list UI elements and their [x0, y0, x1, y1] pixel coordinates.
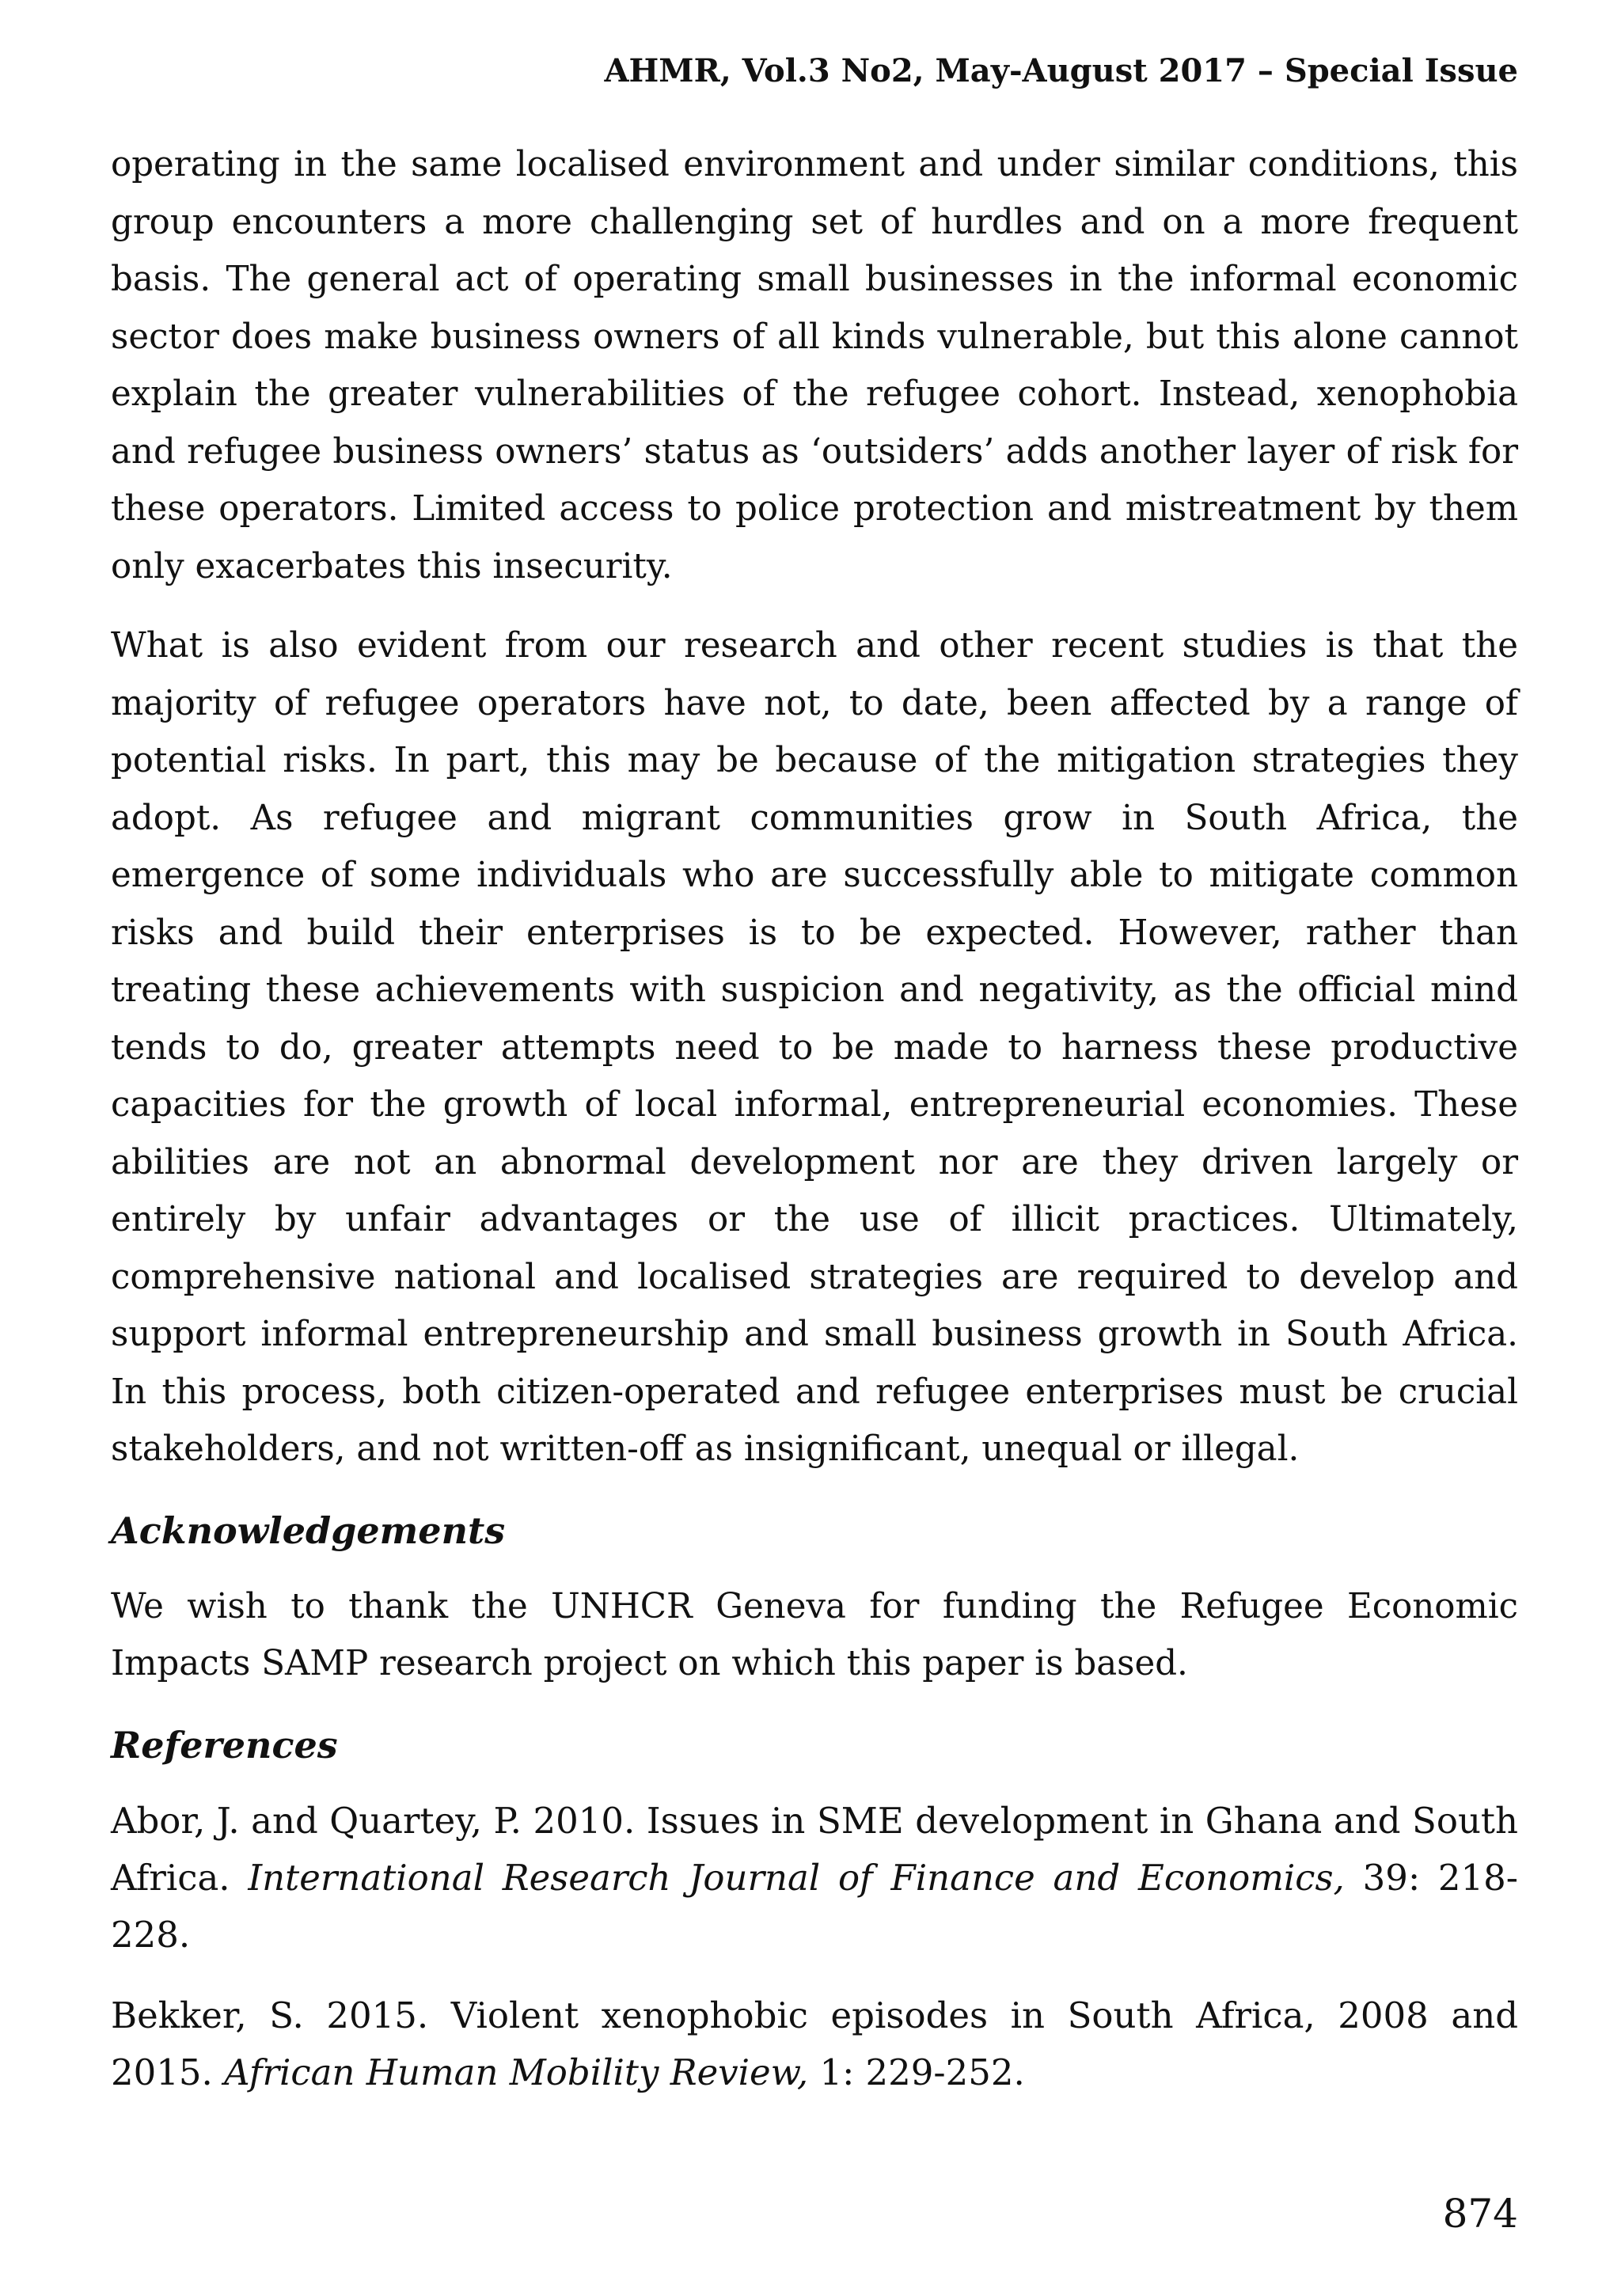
page-number: 874: [1442, 2191, 1518, 2237]
acknowledgements-text: We wish to thank the UNHCR Geneva for funding the Refugee Economic Impacts SAMP research project on which this paper is based.: [111, 1586, 1518, 1683]
reference-citation: Bekker, S. 2015. Violent xenophobic episodes in South Africa, 2008 and 2015.: [111, 1994, 1518, 2093]
body-paragraph: What is also evident from our research and other recent studies is that the majority of refugee operators have not, to date, been affected by a range of potential risks. In part, this may be because of the mitigation strategies they adopt. As refugee and migrant communities grow in South Africa, the emergence of some individuals who are successfully able to mitigate common risks and build their enterprises is to be expected. However, rather than treating these achievements with suspicion and negativity, as the official mind tends to do, greater attempts need to be made to harness these productive capacities for the growth of local informal, entrepreneurial economies. These abilities are not an abnormal development nor are they driven largely or entirely by unfair advantages or the use of illicit practices. Ultimately, comprehensive national and localised strategies are required to develop and support informal entrepreneurship and small business growth in South Africa. In this process, both citizen-operated and refugee enterprises must be crucial stakeholders, and not written-off as insignificant, unequal or illegal.: [111, 626, 1518, 1469]
body-paragraph: operating in the same localised environment and under similar conditions, this group encounters a more challenging set of hurdles and on a more frequent basis. The general act of operating small businesses in the informal economic sector does make business owners of all kinds vulnerable, but this alone cannot explain the greater vulnerabilities of the refugee cohort. Instead, xenophobia and refugee business owners’ status as ‘outsiders’ adds another layer of risk for these operators. Limited access to police protection and mistreatment by them only exacerbates this insecurity.: [111, 145, 1518, 586]
running-header: AHMR, Vol.3 No2, May-August 2017 – Special Issue: [604, 52, 1518, 89]
reference-journal: International Research Journal of Finance and Economics,: [248, 1856, 1345, 1899]
reference-item: [111, 1793, 1518, 1964]
reference-pages: 39: 218-228.: [111, 1856, 1518, 1956]
page-body: [111, 136, 1518, 2125]
reference-citation: Abor, J. and Quartey, P. 2010. Issues in SME development in Ghana and South Africa.: [111, 1799, 1518, 1899]
reference-journal: African Human Mobility Review,: [224, 2051, 809, 2093]
acknowledgements-heading: Acknowledgements: [111, 1509, 506, 1552]
reference-pages: 1: 229-252.: [808, 2051, 1025, 2093]
references-heading: References: [111, 1723, 338, 1767]
reference-item: [111, 1987, 1518, 2101]
